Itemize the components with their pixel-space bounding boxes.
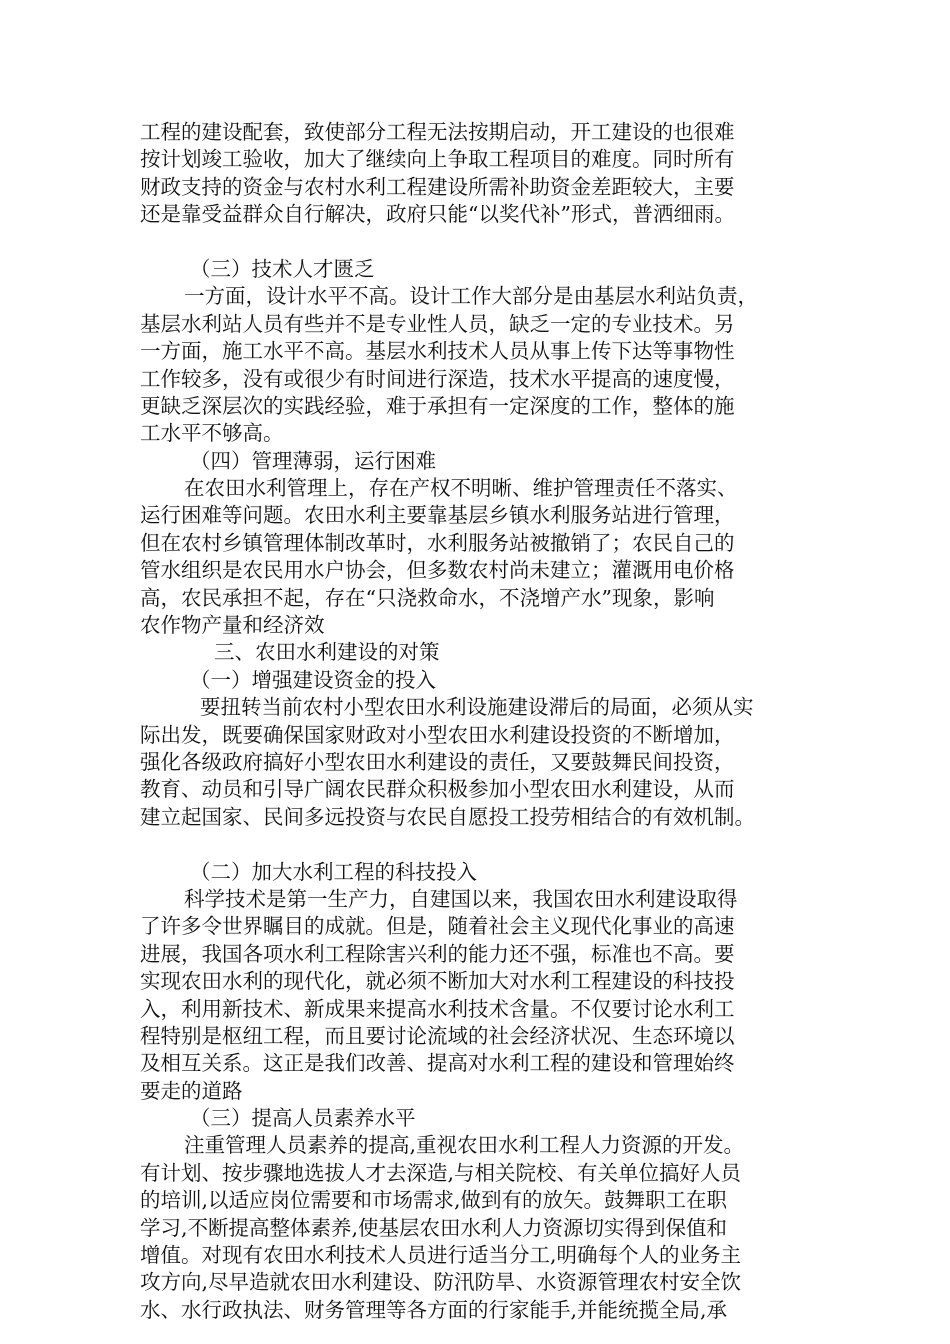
body-text-line: 财政支持的资金与农村水利工程建设所需补助资金差距较大，主要 <box>140 174 735 199</box>
document-page <box>140 119 815 1324</box>
section-heading: （二）加大水利工程的科技投入 <box>190 859 477 884</box>
section-heading: （一）增强建设资金的投入 <box>190 667 436 692</box>
paragraph-first-line: 注重管理人员素养的提高,重视农田水利工程人力资源的开发。 <box>184 1133 745 1158</box>
body-text-line: 要走的道路 <box>140 1078 243 1103</box>
body-text-line: 工作较多，没有或很少有时间进行深造，技术水平提高的速度慢， <box>140 366 735 391</box>
body-text-line: 高，农民承担不起，存在“只浇救命水，不浇增产水”现象，影响 <box>140 585 715 610</box>
body-text-line: 农作物产量和经济效 <box>140 613 325 638</box>
body-text-line: 实现农田水利的现代化，就必须不断加大对水利工程建设的科技投 <box>140 969 735 994</box>
body-text-line: 一方面，施工水平不高。基层水利技术人员从事上传下达等事物性 <box>140 339 735 364</box>
body-text-line: 进展，我国各项水利工程除害兴利的能力还不强，标准也不高。要 <box>140 941 735 966</box>
body-text-line: 建立起国家、民间多远投资与农民自愿投工投劳相结合的有效机制。 <box>140 804 755 829</box>
body-text-line: 教育、动员和引导广阔农民群众积极参加小型农田水利建设，从而 <box>140 777 735 802</box>
body-text-line: 的培训,以适应岗位需要和市场需求,做到有的放矢。鼓舞职工在职 <box>140 1188 728 1213</box>
body-text-line: 按计划竣工验收，加大了继续向上争取工程项目的难度。同时所有 <box>140 147 735 172</box>
body-text-line: 及相互关系。这正是我们改善、提高对水利工程的建设和管理始终 <box>140 1051 735 1076</box>
section-heading: （三）技术人才匮乏 <box>190 256 375 281</box>
body-text-line: 际出发，既要确保国家财政对小型农田水利建设投资的不断增加， <box>140 722 735 747</box>
body-text-line: 水、水行政执法、财务管理等各方面的行家能手,并能统揽全局,承 <box>140 1297 728 1322</box>
body-text-line: 入，利用新技术、新成果来提高水利技术含量。不仅要讨论水利工 <box>140 996 735 1021</box>
body-text-line: 了许多令世界瞩目的成就。但是，随着社会主义现代化事业的高速 <box>140 914 735 939</box>
body-text-line: 增值。对现有农田水利技术人员进行适当分工,明确每个人的业务主 <box>140 1243 742 1268</box>
body-text-line: 更缺乏深层次的实践经验，难于承担有一定深度的工作，整体的施 <box>140 393 735 418</box>
paragraph-first-line: 科学技术是第一生产力，自建国以来，我国农田水利建设取得 <box>184 886 738 911</box>
section-heading: （三）提高人员素养水平 <box>190 1106 416 1131</box>
body-text-line: 有计划、按步骤地选拔人才去深造,与相关院校、有关单位搞好人员 <box>140 1160 742 1185</box>
body-text-line: 基层水利站人员有些并不是专业性人员，缺乏一定的专业技术。另 <box>140 311 735 336</box>
body-text-line: 程特别是枢纽工程，而且要讨论流域的社会经济状况、生态环境以 <box>140 1023 735 1048</box>
body-text-line: 管水组织是农民用水户协会，但多数农村尚未建立；灌溉用电价格 <box>140 558 735 583</box>
paragraph-first-line: 要扭转当前农村小型农田水利设施建设滞后的局面，必须从实 <box>200 695 754 720</box>
body-text-line: 还是靠受益群众自行解决，政府只能“以奖代补”形式，普洒细雨。 <box>140 202 735 227</box>
chapter-heading: 三、农田水利建设的对策 <box>214 640 440 665</box>
paragraph-first-line: 在农田水利管理上，存在产权不明晰、维护管理责任不落实、 <box>184 476 738 501</box>
body-text-line: 强化各级政府搞好小型农田水利建设的责任，又要鼓舞民间投资， <box>140 749 735 774</box>
blank-line <box>140 229 815 256</box>
body-text-line: 工水平不够高。 <box>140 421 284 446</box>
body-text-line: 工程的建设配套，致使部分工程无法按期启动，开工建设的也很难 <box>140 120 735 144</box>
body-text-line: 但在农村乡镇管理体制改革时，水利服务站被撤销了；农民自己的 <box>140 530 735 555</box>
section-heading: （四）管理薄弱，运行困难 <box>190 448 436 473</box>
paragraph-first-line: 一方面，设计水平不高。设计工作大部分是由基层水利站负责， <box>184 284 758 309</box>
body-text-line: 学习,不断提高整体素养,使基层农田水利人力资源切实得到保值和 <box>140 1215 728 1240</box>
body-text-line: 运行困难等问题。农田水利主要靠基层乡镇水利服务站进行管理， <box>140 503 735 528</box>
body-text-line: 攻方向,尽早造就农田水利建设、防汛防旱、水资源管理农村安全饮 <box>140 1270 742 1295</box>
blank-line <box>140 831 815 858</box>
